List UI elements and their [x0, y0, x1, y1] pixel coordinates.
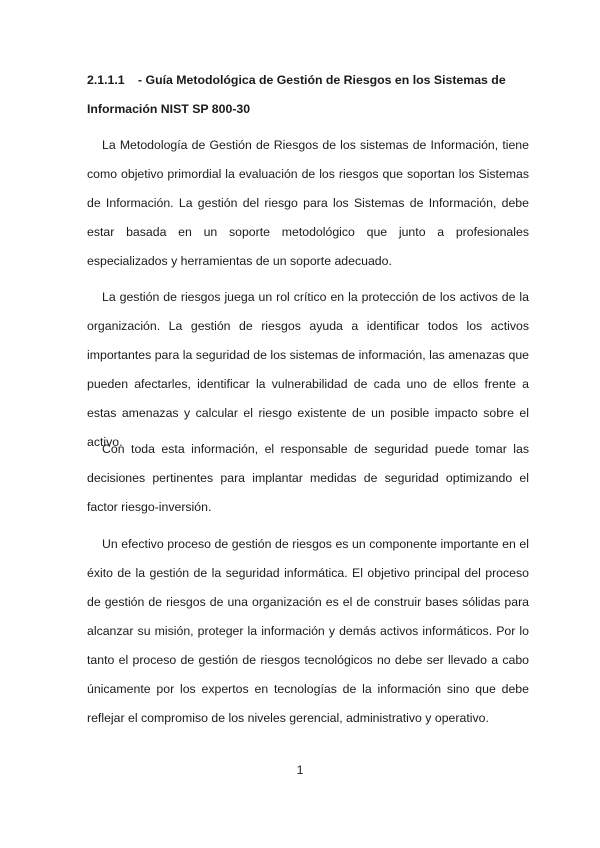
paragraph: La gestión de riesgos juega un rol crítico en la protección de los activos de la organización. La gestión de riesgos ayuda a identificar todos los activos importantes para la seguridad de los sistemas de información, las amenazas que pueden afectarles, identificar la vulnerabilidad de cada uno de ellos frente a estas amenazas y calcular el riesgo existente de un posible impacto sobre el activo. — [87, 290, 529, 449]
paragraph: Con toda esta información, el responsable de seguridad puede tomar las decisiones pertinentes para implantar medidas de seguridad optimizando el factor riesgo-inversión. — [87, 442, 529, 514]
page-number: 1 — [296, 763, 304, 777]
section-number: 2.1.1.1 — [87, 73, 125, 87]
section-title: - Guía Metodológica de Gestión de Riesgos en los Sistemas de Información NIST SP 800-30 — [87, 73, 506, 116]
paragraph: Un efectivo proceso de gestión de riesgos es un componente importante en el éxito de la gestión de la seguridad informática. El objetivo principal del proceso de gestión de riesgos de una organización es el de construir bases sólidas para alcanzar su misión, proteger la información y demás activos informáticos. Por lo tanto el proceso de gestión de riesgos tecnológicos no debe ser llevado a cabo únicamente por los expertos en tecnologías de la información sino que debe reflejar el compromiso de los niveles gerencial, administrativo y operativo. — [87, 537, 529, 725]
section-heading — [87, 66, 527, 124]
paragraph: La Metodología de Gestión de Riesgos de los sistemas de Información, tiene como objetivo primordial la evaluación de los riesgos que soportan los Sistemas de Información. La gestión del riesgo para los Sistemas de Información, debe estar basada en un soporte metodológico que junto a profesionales especializados y herramientas de un soporte adecuado. — [87, 138, 529, 268]
